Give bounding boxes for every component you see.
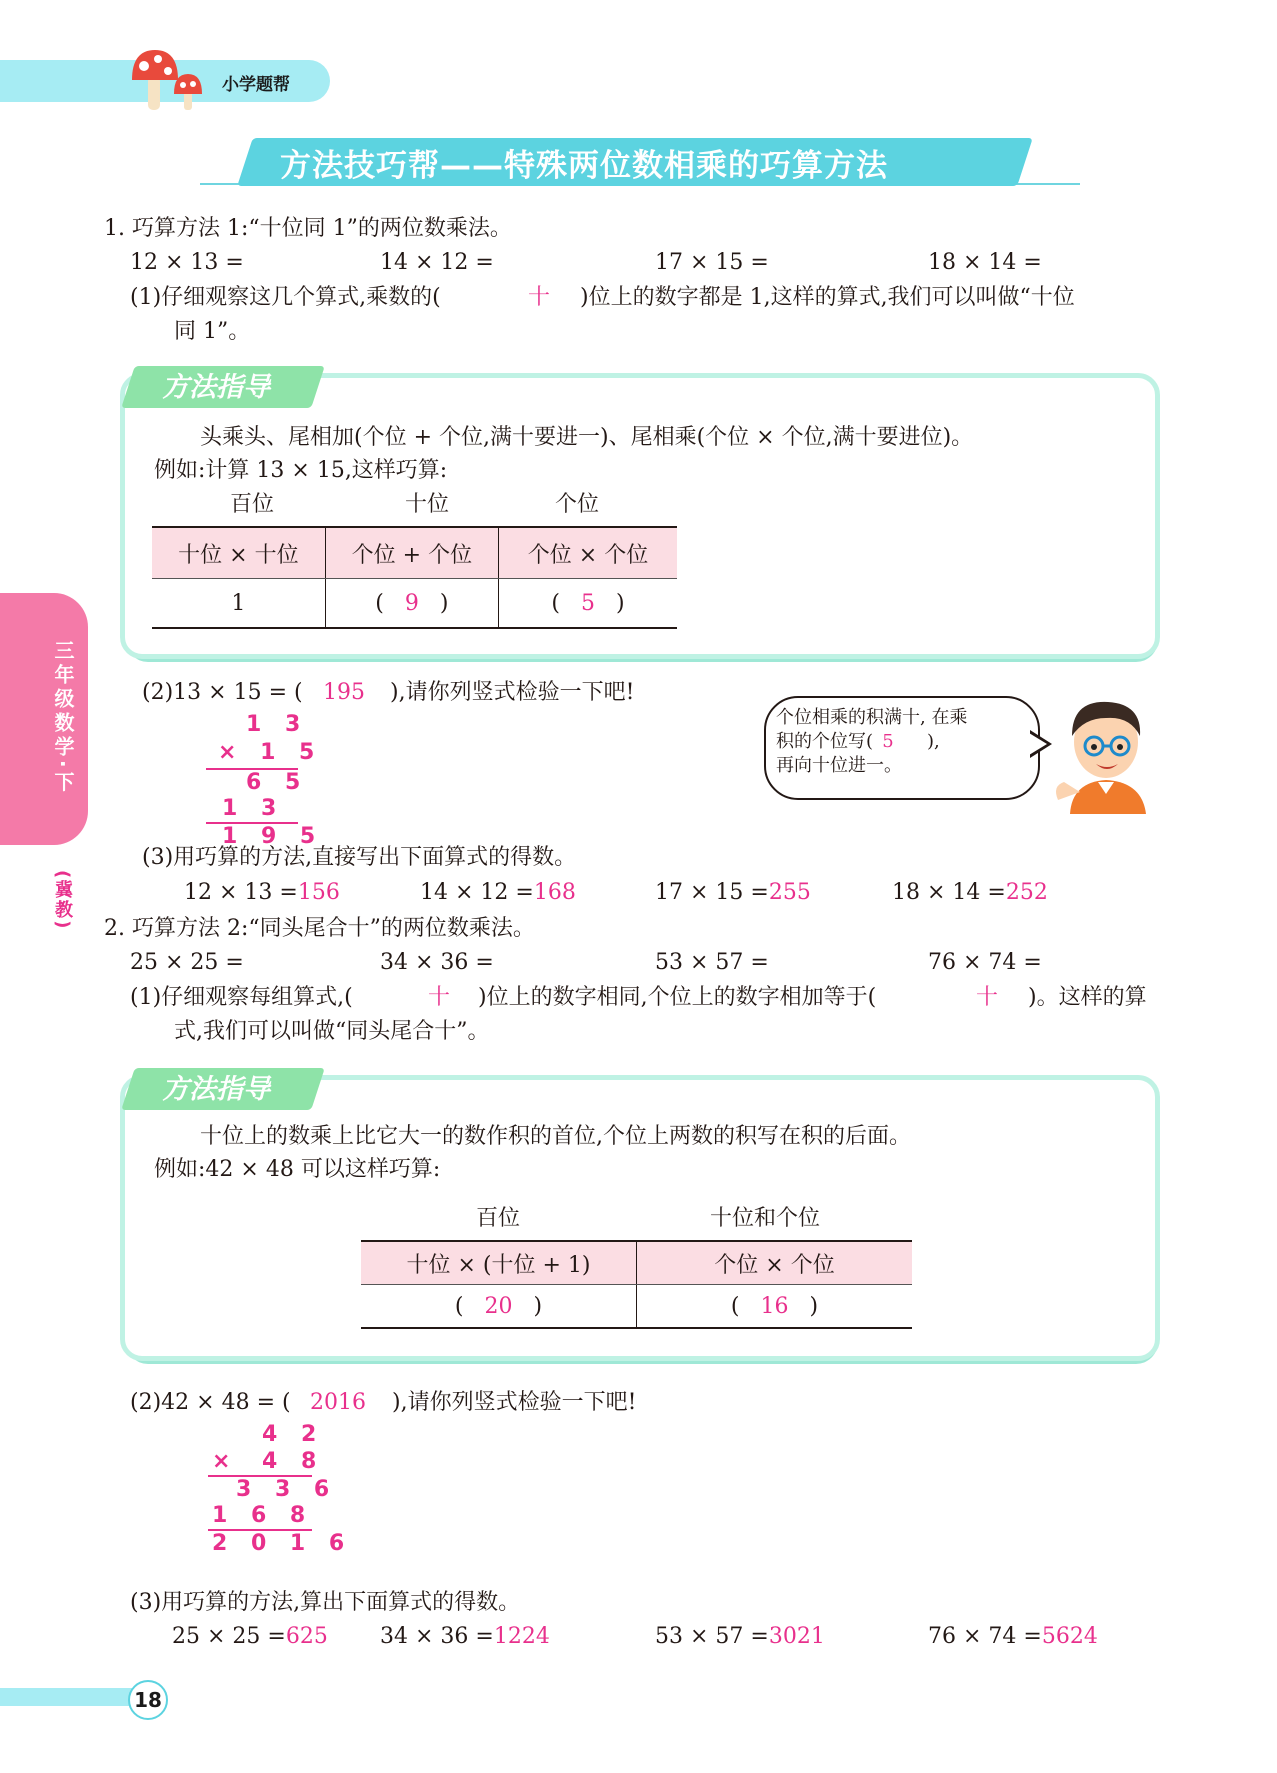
vertical-calc-line: 6 5: [246, 770, 309, 795]
table-header-cell: 个位 + 个位: [325, 527, 498, 579]
q1-p3-text: (3)用巧算的方法,直接写出下面算式的得数。: [142, 845, 577, 870]
q1-p3-item: 14 × 12 =168: [420, 880, 576, 905]
q2-expr: 34 × 36 =: [380, 950, 494, 975]
answer: 252: [1005, 880, 1048, 905]
q2-p2-text: ),请你列竖式检验一下吧!: [392, 1390, 637, 1415]
q2-expr: 76 × 74 =: [928, 950, 1042, 975]
table-header-cell: 个位 × 个位: [499, 527, 678, 579]
q1-p3-item: 17 × 15 =255: [655, 880, 811, 905]
table-value-cell: ( 20 ): [361, 1285, 637, 1329]
bubble-answer: 5: [882, 731, 894, 752]
q2-p1-text: (1)仔细观察每组算式,(: [130, 985, 353, 1010]
q1-p3-item: 18 × 14 =252: [892, 880, 1048, 905]
vertical-calc-line: 1 9 5: [222, 824, 324, 849]
guide-tag-label: 方法指导: [162, 1074, 270, 1105]
speech-bubble-text: 个位相乘的积满十, 在乘 积的个位写( 5 ), 再向十位进一。: [776, 707, 968, 776]
q2-p3-item: 34 × 36 =1224: [380, 1624, 550, 1649]
answer: 3021: [768, 1624, 825, 1649]
q2-heading: 2. 巧算方法 2:“同头尾合十”的两位数乘法。: [104, 916, 535, 941]
guide-example: 例如:42 × 48 可以这样巧算:: [154, 1157, 441, 1182]
table-value-cell: ( 5 ): [499, 579, 678, 629]
guide-rule: 十位上的数乘上比它大一的数作积的首位,个位上两数的积写在积的后面。: [200, 1124, 911, 1149]
vertical-calc-line: 3 3 6: [236, 1477, 338, 1502]
table-answer: 20: [484, 1293, 513, 1319]
q1-expr: 18 × 14 =: [928, 250, 1042, 275]
answer: 156: [297, 880, 340, 905]
q1-heading: 1. 巧算方法 1:“十位同 1”的两位数乘法。: [104, 216, 512, 241]
q2-p1-answer: 十: [976, 985, 999, 1010]
vertical-calc-line: × 1 5: [218, 740, 323, 765]
answer: 1224: [493, 1624, 550, 1649]
q2-p1-text: 式,我们可以叫做“同头尾合十”。: [174, 1019, 490, 1044]
q1-expr: 14 × 12 =: [380, 250, 494, 275]
q1-p1-text: 同 1”。: [174, 319, 251, 344]
table-header-cell: 十位 × 十位: [152, 527, 325, 579]
table-value-cell: ( 16 ): [637, 1285, 913, 1329]
table-header-cell: 十位 × (十位 + 1): [361, 1241, 637, 1285]
q1-p3-item: 12 × 13 =156: [184, 880, 340, 905]
vertical-calc-line: 1 3: [222, 796, 285, 821]
brand-label: 小学题帮: [222, 75, 290, 95]
side-tab-edition: (冀教): [52, 870, 73, 931]
table-answer: 5: [581, 590, 595, 616]
q1-p2-text: (2)13 × 15 = (: [142, 680, 303, 705]
vertical-calc-line: 2 0 1 6: [212, 1531, 353, 1556]
vertical-calc-line: 4 8: [262, 1449, 325, 1474]
answer: 5624: [1041, 1624, 1098, 1649]
table-value-cell: ( 9 ): [325, 579, 498, 629]
q2-p3-item: 76 × 74 =5624: [928, 1624, 1098, 1649]
answer: 168: [533, 880, 576, 905]
side-tab-label: 三年级数学·下: [51, 640, 75, 796]
table-col-label: 个位: [555, 492, 600, 517]
table-value-cell: 1: [152, 579, 325, 629]
guide-example: 例如:计算 13 × 15,这样巧算:: [154, 458, 448, 483]
table-col-label: 百位: [230, 492, 275, 517]
table-col-label: 十位: [405, 492, 450, 517]
boy-character-icon: [1050, 690, 1162, 814]
q1-expr: 12 × 13 =: [130, 250, 244, 275]
table-header-cell: 个位 × 个位: [637, 1241, 913, 1285]
table-col-label: 百位: [476, 1206, 521, 1231]
q1-p1-answer: 十: [528, 285, 551, 310]
guide-rule: 头乘头、尾相加(个位 + 个位,满十要进一)、尾相乘(个位 × 个位,满十要进位)。: [200, 425, 974, 450]
vertical-calc-line: 1 3: [246, 712, 309, 737]
vertical-calc-line: 4 2: [262, 1422, 325, 1447]
answer: 255: [768, 880, 811, 905]
q2-p1-answer: 十: [428, 985, 451, 1010]
q2-p3-item: 53 × 57 =3021: [655, 1624, 825, 1649]
guide-table: [361, 1240, 912, 1329]
vertical-calc-line: 1 6 8: [212, 1503, 314, 1528]
q2-expr: 53 × 57 =: [655, 950, 769, 975]
q2-p2-answer: 2016: [310, 1390, 366, 1415]
q1-p1-text: (1)仔细观察这几个算式,乘数的(: [130, 285, 441, 310]
answer: 625: [285, 1624, 328, 1649]
q1-p2-answer: 195: [323, 680, 365, 705]
q2-expr: 25 × 25 =: [130, 950, 244, 975]
page-title: 方法技巧帮——特殊两位数相乘的巧算方法: [280, 148, 888, 184]
q1-p1-text: )位上的数字都是 1,这样的算式,我们可以叫做“十位: [580, 285, 1075, 310]
page-number-bar: [0, 1688, 140, 1706]
guide-table: [152, 526, 677, 629]
q2-p1-text: )位上的数字相同,个位上的数字相加等于(: [478, 985, 877, 1010]
q2-p1-text: )。这样的算: [1028, 985, 1147, 1010]
q1-expr: 17 × 15 =: [655, 250, 769, 275]
table-answer: 16: [760, 1293, 789, 1319]
q1-p2-text: ),请你列竖式检验一下吧!: [390, 680, 635, 705]
q2-p3-item: 25 × 25 =625: [172, 1624, 328, 1649]
page-number: 18: [128, 1680, 168, 1720]
guide-tag-label: 方法指导: [162, 372, 270, 403]
q2-p3-text: (3)用巧算的方法,算出下面算式的得数。: [130, 1590, 521, 1615]
table-answer: 9: [404, 590, 419, 616]
mushroom-logo-icon: [128, 44, 218, 114]
q2-p2-text: (2)42 × 48 = (: [130, 1390, 291, 1415]
table-col-label: 十位和个位: [710, 1206, 821, 1231]
vertical-calc-line: ×: [212, 1449, 239, 1474]
